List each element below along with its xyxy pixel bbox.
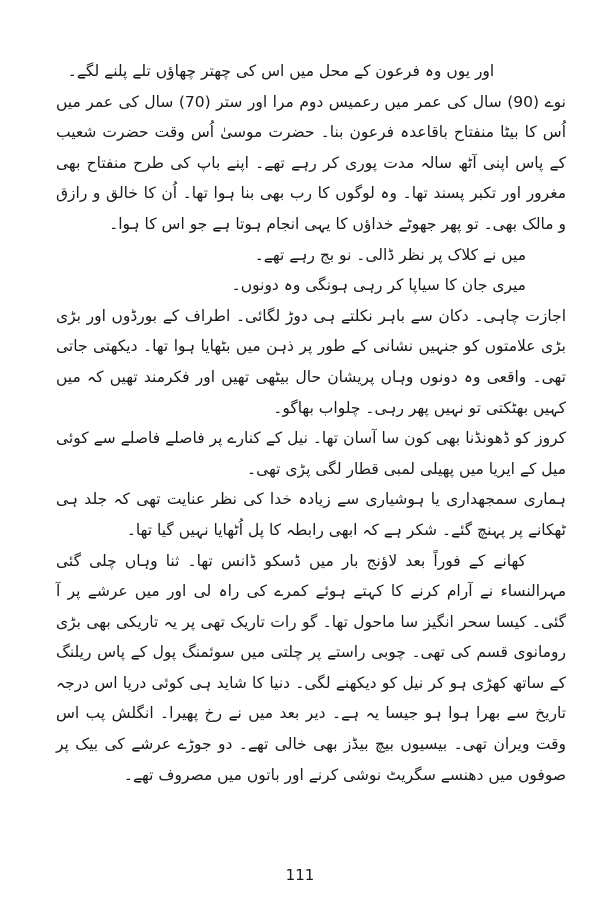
paragraph-5: اجازت چاہی۔ دکان سے باہر نکلتے ہی دوڑ لگائی۔ اطراف کے بورڈوں اور بڑی بڑی علامتوں کو جنہیں نشانی کے طور پر ذہن میں بٹھایا ہوا تھا۔ دیکھتی جاتی تھی۔ واقعی وہ دونوں وہاں پریشان حال بیٹھی تھیں اور فکرمند تھیں کہ میں کہیں بھٹکتی تو نہیں پھر رہی۔ چلواب بھاگو۔: [56, 306, 566, 417]
paragraph-1: اور یوں وہ فرعون کے محل میں اس کی چھتر چھاؤں تلے پلنے لگے۔: [67, 62, 495, 80]
paragraph-3: میں نے کلاک پر نظر ڈالی۔ نو بج رہے تھے۔: [254, 245, 526, 264]
paragraph-7: ہماری سمجھداری یا ہوشیاری سے زیادہ خدا کی نظر عنایت تھی کہ جلد ہی ٹھکانے پر پہنچ گئے۔ شکر ہے کہ ابھی رابطہ کا پل اُٹھایا نہیں گیا تھا۔: [56, 490, 566, 539]
paragraph-4: میری جان کا سیاپا کر رہی ہونگی وہ دونوں۔: [231, 276, 526, 295]
paragraph-6: کروز کو ڈھونڈنا بھی کون سا آسان تھا۔ نیل کے کنارے پر فاصلے فاصلے سے کوئی میل کے ایریا میں پھیلی لمبی قطار لگی پڑی تھی۔: [56, 429, 566, 478]
page-number: 111: [285, 866, 315, 884]
urdu-text-body: [56, 56, 566, 790]
paragraph-2: نوے (90) سال کی عمر میں رعمیس دوم مرا اور ستر (70) سال کی عمر میں اُس کا بیٹا منفتاح باقاعدہ فرعون بنا۔ حضرت موسیٰ اُس وقت حضرت شعیب کے پاس اپنی آٹھ سالہ مدت پوری کر رہے تھے۔ اپنے باپ کی طرح منفتاح بھی مغرور اور تکبر پسند تھا۔ وہ لوگوں کا رب بھی بنا ہوا تھا۔ اُن کا خالق و رازق و مالک بھی۔ تو پھر جھوٹے خداؤں کا یہی انجام ہوتا ہے جو اس کا ہوا۔: [56, 92, 566, 233]
paragraph-8: کھانے کے فوراً بعد لاؤنج بار میں ڈسکو ڈانس تھا۔ ثنا وہاں چلی گئی مہرالنساء نے آرام کرنے کا کہتے ہوئے کمرے کی راہ لی اور میں عرشے پر آ گئی۔ کیسا سحر انگیز سا ماحول تھا۔ گو رات تاریک تھی پر یہ تاریکی بھی بڑی رومانوی قسم کی تھی۔ چوبی راستے پر چلتی میں سوئمنگ پول کے پاس ریلنگ کے ساتھ کھڑی ہو کر نیل کو دیکھنے لگی۔ دنیا کا شاید ہی کوئی دریا اس درجہ تاریخ سے بھرا ہوا ہو جیسا یہ ہے۔ دیر بعد میں نے رخ پھیرا۔ انگلش پب اس وقت ویران تھی۔ بیسیوں بیچ بیڈز بھی خالی تھے۔ دو جوڑے عرشے کی بیک پر صوفوں میں دھنسے سگریٹ نوشی کرنے اور باتوں میں مصروف تھے۔: [56, 551, 566, 784]
